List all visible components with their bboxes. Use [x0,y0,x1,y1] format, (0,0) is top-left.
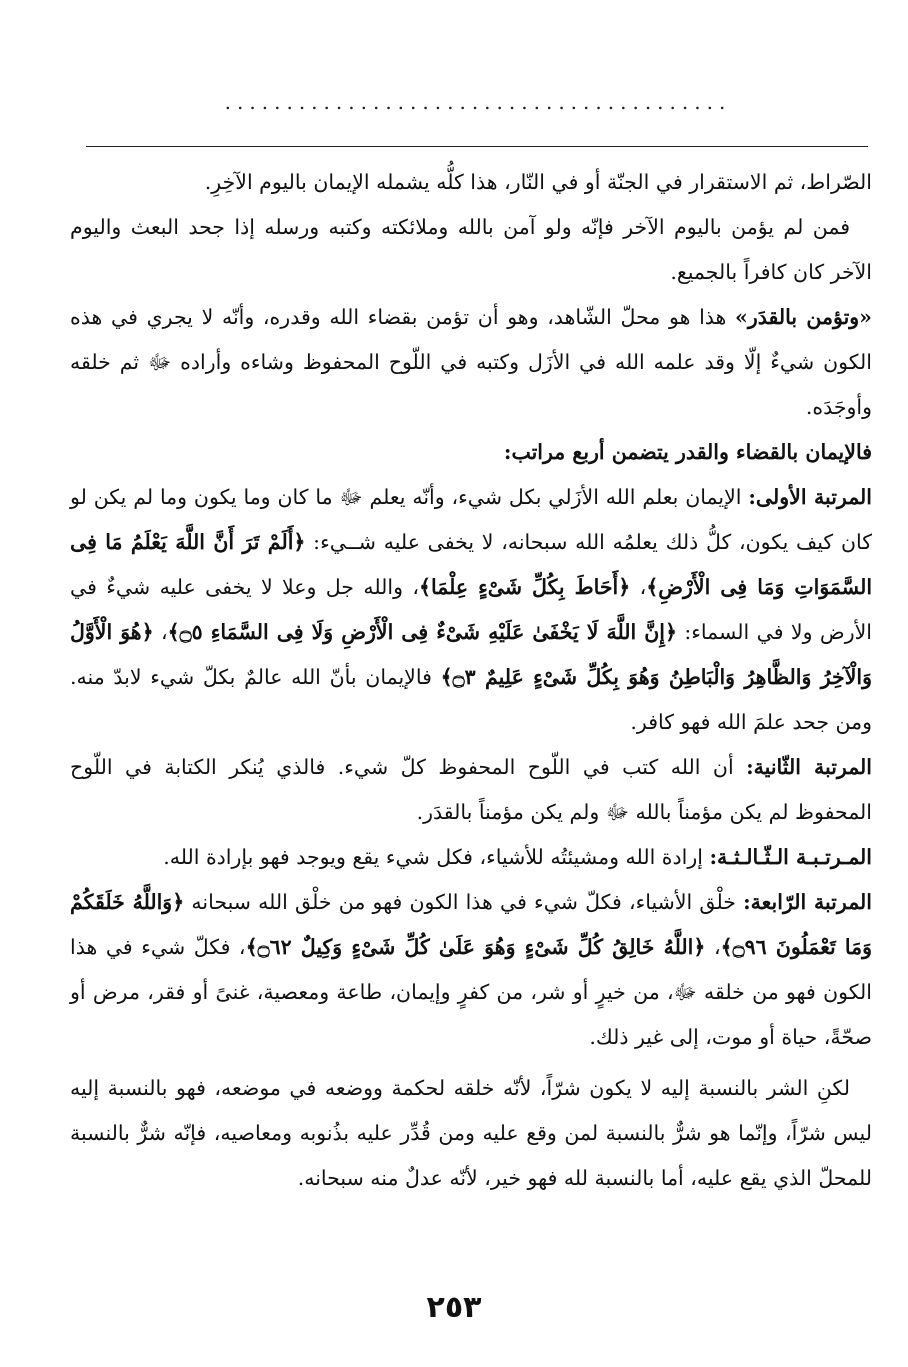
paragraph-6 [70,745,872,835]
paragraph-4-heading: فالإيمان بالقضاء والقدر يتضمن أربع مراتب: [503,440,872,464]
paragraph-6-text: أن الله كتب في اللّوح المحفوظ كلّ شيء. فالذي يُنكر الكتابة في اللّوح المحفوظ لم يكن مؤمناً بالله ﷻ ولم يكن مؤمناً بالقدَر. [70,755,872,824]
paragraph-5-text-d: ، [153,620,168,644]
paragraph-8-text-b: ، [705,935,721,959]
paragraph-5-text-a: الإيمان بعلم الله الأزَلي بكل شيء، وأنّه يعلم ﷻ ما كان وما يكون وما لم يكن لو كان كيف يكون، كلُّ ذلك يعلمُه الله سبحانه، لا يخفى عليه شــيء: [70,485,872,554]
paragraph-3-heading: «وتؤمن بالقدَر» [735,305,872,329]
paragraph-2: فمن لم يؤمن باليوم الآخر فإنّه ولو آمن بالله وملائكته وكتبه ورسله إذا جحد البعث واليوم الآخر كان كافراً بالجميع. [70,215,872,284]
header-dots: ......................................... [224,92,732,112]
paragraph-7 [70,835,872,880]
page-body [70,160,872,1201]
quran-verse-3: ﴿إِنَّ اللَّهَ لَا يَخْفَىٰ عَلَيْهِ شَىْءٌ فِى الْأَرْضِ وَلَا فِى السَّمَاءِ ۝٥﴾ [167,620,677,644]
paragraph-5-text-b: ، [630,575,647,599]
page-number: ٢٥٣ [426,1290,482,1325]
paragraph-3 [70,295,872,430]
quran-verse-5: ﴿وَاللَّهُ خَلَقَكُمْ وَمَا تَعْمَلُونَ ۝٩٦﴾ [70,890,873,959]
rank-1-label: المرتبة الأولى: [748,485,872,509]
header-rule [86,146,868,147]
paragraph-8 [70,880,872,1060]
paragraph-5-text-c: ، والله جل وعلا لا يخفى عليه شيءٌ في الأرض ولا في السماء: [70,575,872,644]
quran-verse-1: ﴿أَلَمْ تَرَ أَنَّ اللَّهَ يَعْلَمُ مَا فِى السَّمَوَاتِ وَمَا فِى الْأَرْضِ﴾ [70,530,873,599]
rank-2-label: المرتبة الثّانية: [746,755,873,779]
quran-verse-4: ﴿هُوَ الْأَوَّلُ وَالْآخِرُ وَالظَّاهِرُ وَالْبَاطِنُ وَهُوَ بِكُلِّ شَىْءٍ عَلِيمٌ ۝٣﴾ [70,620,872,689]
paragraph-1: الصّراط، ثم الاستقرار في الجنّة أو في النّار، هذا كلُّه يشمله الإيمان باليوم الآخِرِ. [204,170,872,194]
paragraph-5 [70,475,872,745]
paragraph-5-text-e: فالإيمان بأنّ الله عالمٌ بكلّ شيء لابدّ منه. ومن جحد علمَ الله فهو كافر. [70,665,872,734]
paragraph-7-text: إرادة الله ومشيئتُه للأشياء، فكل شيء يقع ويوجد فهو بإرادة الله. [163,845,710,869]
rank-3-label: المـرتـبـة الـثّـالـثـة: [709,845,872,869]
paragraph-9: لكنِ الشر بالنسبة إليه لا يكون شرّاً، لأنّه خلقه لحكمة ووضعه في موضعه، فهو بالنسبة إليه ليس شرّاً، وإنّما هو شرٌّ بالنسبة لمن وقع عليه ومن قُدِّر عليه بذُنوبه ومعاصيه، فإنّه شرٌّ بالنسبة للمحلّ الذي يقع عليه، أما بالنسبة لله فهو خير، لأنّه عدلٌ منه سبحانه. [70,1076,872,1190]
quran-verse-6: ﴿اللَّهُ خَالِقُ كُلِّ شَىْءٍ وَهُوَ عَلَىٰ كُلِّ شَىْءٍ وَكِيلٌ ۝٦٢﴾ [245,935,706,959]
paragraph-8-text-c: ، فكلّ شيء في هذا الكون فهو من خلقه ﷻ، من خيرٍ أو شر، من كفرٍ وإيمان، طاعة ومعصية، غنىً أو فقر، مرض أو صحّةً، حياة أو موت، إلى غير ذلك. [70,935,872,1049]
quran-verse-2: ﴿أَحَاطَ بِكُلِّ شَىْءٍ عِلْمَا﴾ [419,575,631,599]
rank-4-label: المرتبة الرّابعة: [743,890,872,914]
paragraph-8-text-a: خلْق الأشياء، فكلّ شيء في هذا الكون فهو من خلْق الله سبحانه [184,890,744,914]
paragraph-3-text: هذا هو محلّ الشّاهد، وهو أن تؤمن بقضاء الله وقدره، وأنّه لا يجري في هذه الكون شيءٌ إلّا وقد علمه الله في الأزَل وكتبه في اللّوح المحفوظ وشاءه وأراده ﷻ ثم خلقه وأوجَدَه. [70,305,872,419]
